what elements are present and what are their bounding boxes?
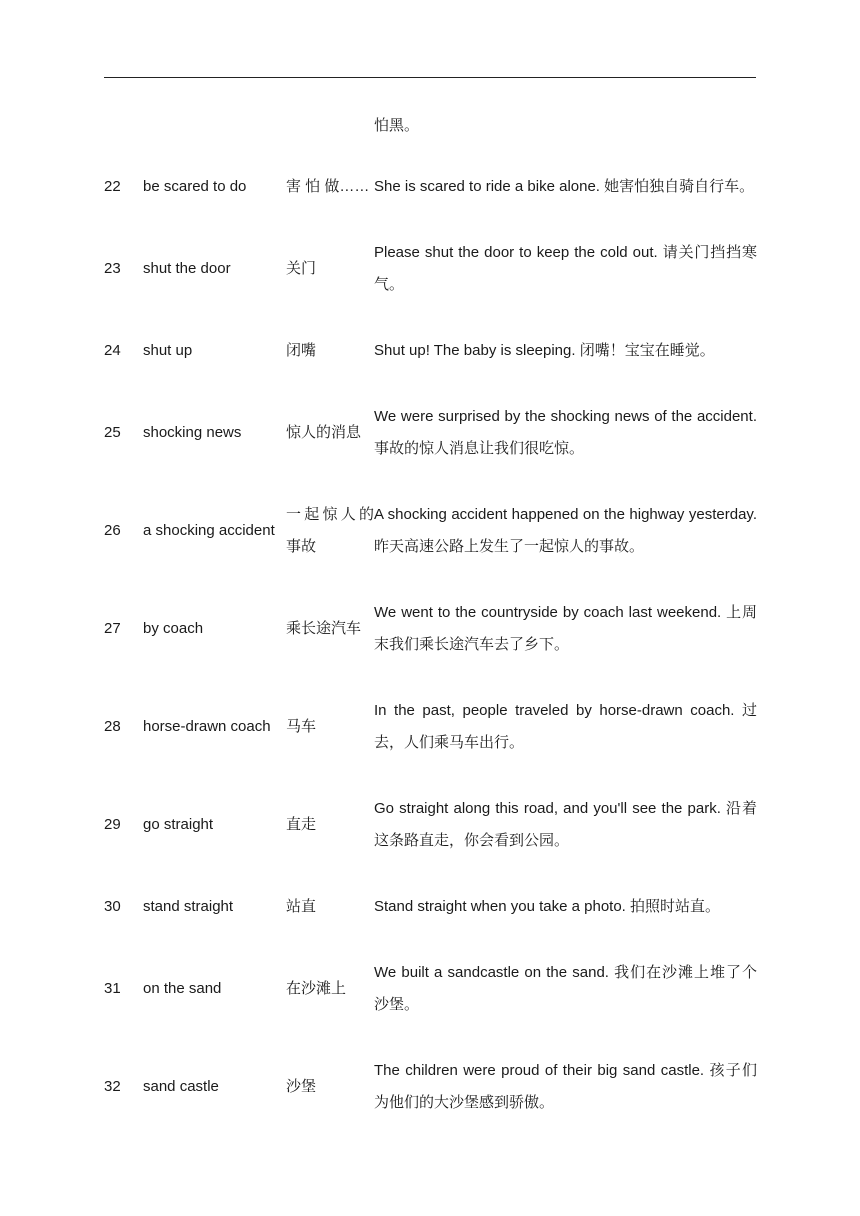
meaning-cell: 沙堡 (286, 1078, 317, 1095)
example-sentence: Go straight along this road, and you'll see the park. 沿着这条路直走，你会看到公园。 (374, 800, 757, 849)
row-number: 32 (104, 1078, 121, 1095)
phrase-cell: be scared to do (143, 178, 247, 195)
example-sentence: A shocking accident happened on the highway yesterday. 昨天高速公路上发生了一起惊人的事故。 (374, 506, 757, 555)
example-sentence: Please shut the door to keep the cold out. 请关门挡挡寒气。 (374, 244, 757, 293)
table-row (104, 874, 757, 940)
meaning-cell: 害 怕 做…… (286, 178, 370, 195)
phrase-cell: go straight (143, 816, 214, 833)
meaning-cell: 关门 (286, 260, 317, 277)
meaning-cell: 站直 (286, 898, 317, 915)
example-sentence: She is scared to ride a bike alone. 她害怕独自骑自行车。 (374, 178, 755, 195)
phrase-cell: shut up (143, 342, 193, 359)
example-sentence: Stand straight when you take a photo. 拍照时站直。 (374, 898, 721, 915)
phrase-cell (143, 96, 286, 154)
table-row (104, 940, 757, 1038)
example-sentence: We were surprised by the shocking news of the accident. 事故的惊人消息让我们很吃惊。 (374, 408, 757, 457)
row-number: 24 (104, 342, 121, 359)
phrase-cell: stand straight (143, 898, 234, 915)
table-row (104, 318, 757, 384)
table-row (104, 580, 757, 678)
table-row (104, 154, 757, 220)
row-number: 25 (104, 424, 121, 441)
meaning-cell (286, 96, 374, 154)
meaning-cell: 惊人的消息 (286, 424, 362, 441)
row-number (104, 96, 143, 154)
row-number: 30 (104, 898, 121, 915)
phrase-cell: on the sand (143, 980, 222, 997)
vocabulary-table (104, 96, 757, 1136)
table-row (104, 776, 757, 874)
phrase-cell: sand castle (143, 1078, 219, 1095)
row-number: 29 (104, 816, 121, 833)
phrase-cell: by coach (143, 620, 204, 637)
header-rule (104, 77, 756, 78)
example-sentence: 怕黑。 (374, 117, 420, 134)
phrase-cell: shut the door (143, 260, 231, 277)
example-sentence: Shut up! The baby is sleeping. 闭嘴！宝宝在睡觉。 (374, 342, 715, 359)
meaning-cell: 乘长途汽车 (286, 620, 362, 637)
example-sentence: We went to the countryside by coach last weekend. 上周末我们乘长途汽车去了乡下。 (374, 604, 757, 653)
meaning-cell: 马车 (286, 718, 317, 735)
row-number: 22 (104, 178, 121, 195)
phrase-cell: shocking news (143, 424, 242, 441)
row-number: 26 (104, 522, 121, 539)
table-row (104, 482, 757, 580)
meaning-cell: 闭嘴 (286, 342, 317, 359)
row-number: 27 (104, 620, 121, 637)
example-sentence: In the past, people traveled by horse-drawn coach. 过去，人们乘马车出行。 (374, 702, 757, 751)
row-number: 28 (104, 718, 121, 735)
row-number: 31 (104, 980, 121, 997)
phrase-cell: a shocking accident (143, 522, 275, 539)
meaning-cell: 一起惊人的事故 (286, 506, 374, 555)
meaning-cell: 直走 (286, 816, 317, 833)
table-row-continuation (104, 96, 757, 154)
table-row (104, 1038, 757, 1136)
row-number: 23 (104, 260, 121, 277)
phrase-cell: horse-drawn coach (143, 718, 271, 735)
table-row (104, 220, 757, 318)
example-sentence: The children were proud of their big sand castle. 孩子们为他们的大沙堡感到骄傲。 (374, 1062, 757, 1111)
meaning-cell: 在沙滩上 (286, 980, 347, 997)
table-row (104, 678, 757, 776)
table-row (104, 384, 757, 482)
example-sentence: We built a sandcastle on the sand. 我们在沙滩上堆了个沙堡。 (374, 964, 757, 1013)
